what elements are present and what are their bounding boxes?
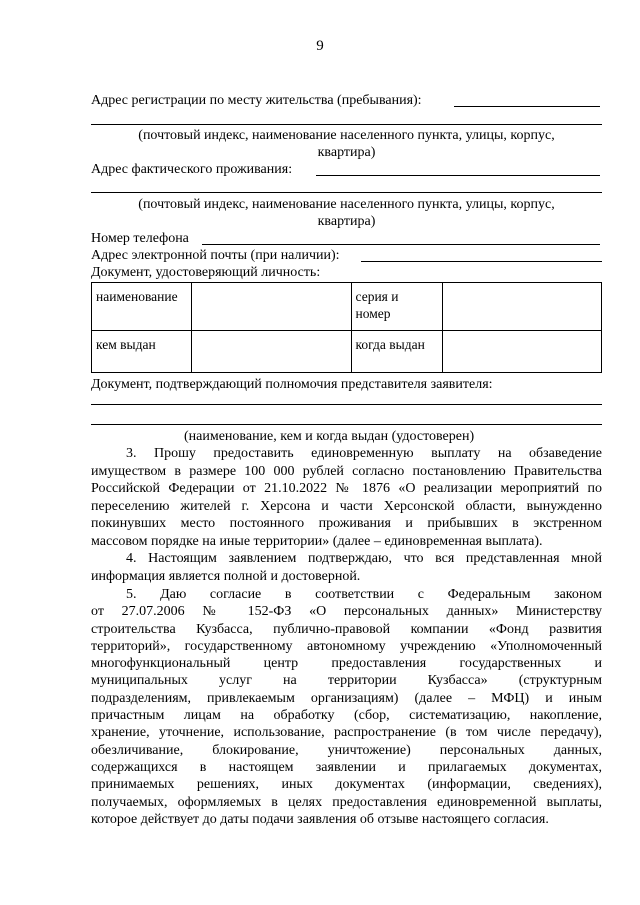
paragraph-5-line: получаемых, оформляемых в целях предоставления единовременной выплаты, — [91, 794, 602, 810]
paragraph-5-line: которое действует до даты подачи заявления об отзыве настоящего согласия. — [91, 811, 549, 827]
paragraph-5-line: принимаемых решениях, иных документах (информации, сведениях), — [91, 777, 602, 793]
paragraph-3-line: переселению жителей г. Херсона и части Херсонской области, вынужденно — [91, 498, 602, 514]
paragraph-5-line: обезличивание, блокирование, уничтожение) персональных данных, — [91, 742, 602, 758]
reg-address-field-line[interactable] — [454, 106, 600, 107]
rep-document-hint: (наименование, кем и когда выдан (удостоверен) — [184, 429, 475, 444]
id-series-label-2: номер — [355, 306, 391, 321]
id-issued-by-label-cell — [92, 331, 192, 373]
paragraph-5 — [91, 586, 602, 828]
reg-address-field-line-2[interactable] — [91, 124, 602, 125]
paragraph-3-line: массовом порядке на иные территории» (далее – единовременная выплата). — [91, 533, 543, 549]
id-name-label: наименование — [96, 289, 178, 304]
paragraph-4-line: 4. Настоящим заявлением подтверждаю, что вся представленная мной — [126, 551, 602, 566]
paragraph-5-line: подразделениям, привлекаемым организациям) (далее – МФЦ) и иным — [91, 690, 602, 706]
reg-address-label: Адрес регистрации по месту жительства (пребывания): — [91, 93, 422, 108]
rep-document-field-line[interactable] — [91, 404, 602, 405]
paragraph-3-line: покинувших место постоянного проживания и прибывших в экстренном — [91, 516, 602, 532]
id-series-value-cell[interactable] — [443, 283, 602, 331]
paragraph-5-line: территорий», государственному автономному учреждению «Уполномоченный — [91, 638, 602, 654]
id-issued-when-value-cell[interactable] — [443, 331, 602, 373]
paragraph-4-line: информация является полной и достоверной. — [91, 568, 361, 584]
paragraph-5-line: многофункциональный центр предоставления государственных и — [91, 656, 602, 672]
id-document-label: Документ, удостоверяющий личность: — [91, 265, 321, 280]
paragraph-5-line: содержащихся в настоящем заявлении и прилагаемых документах, — [91, 759, 602, 775]
id-series-label-cell — [351, 283, 443, 331]
paragraph-3-line: имуществом в размере 100 000 рублей согласно постановлению Правительства — [91, 463, 602, 479]
paragraph-3 — [91, 445, 602, 551]
actual-address-hint-2: квартира) — [317, 214, 376, 229]
id-issued-by-value-cell[interactable] — [191, 331, 351, 373]
paragraph-5-line: хранение, уточнение, использование, распространение (в том числе передачу), — [91, 725, 602, 741]
paragraph-5-line: причастным лицам на обработку (сбор, систематизацию, накопление, — [91, 708, 602, 724]
paragraph-3-line: Российской Федерации от 21.10.2022 № 1876 «О реализации мероприятий по — [91, 481, 602, 497]
actual-address-field-line-2[interactable] — [91, 192, 602, 193]
id-issued-by-label: кем выдан — [96, 337, 156, 352]
paragraph-5-line: 5. Даю согласие в соответствии с Федеральным законом — [126, 587, 602, 602]
id-name-label-cell — [92, 283, 192, 331]
paragraph-4 — [91, 550, 602, 585]
paragraph-5-line: строительства Кузбасса, публично-правовой компании «Фонд развития — [91, 621, 602, 637]
paragraph-5-line: от 27.07.2006 № 152-ФЗ «О персональных данных» Министерству — [91, 604, 602, 620]
reg-address-hint-2: квартира) — [317, 145, 376, 160]
actual-address-hint: (почтовый индекс, наименование населенного пункта, улицы, корпус, — [138, 197, 555, 212]
email-field-line[interactable] — [361, 261, 602, 262]
phone-field-line[interactable] — [202, 244, 600, 245]
id-issued-when-label-cell — [351, 331, 443, 373]
paragraph-3-line: 3. Прошу предоставить единовременную выплату на обзаведение — [126, 446, 602, 461]
id-name-value-cell[interactable] — [191, 283, 351, 331]
phone-label: Номер телефона — [91, 231, 189, 246]
email-label: Адрес электронной почты (при наличии): — [91, 248, 340, 263]
actual-address-field-line[interactable] — [316, 175, 600, 176]
page-number: 9 — [316, 38, 324, 54]
reg-address-hint: (почтовый индекс, наименование населенного пункта, улицы, корпус, — [138, 128, 555, 143]
rep-document-label: Документ, подтверждающий полномочия представителя заявителя: — [91, 377, 493, 392]
id-document-table — [91, 282, 602, 373]
paragraph-5-line: муниципальных услуг на территории Кузбасса» (структурным — [91, 673, 602, 689]
rep-document-field-line-2[interactable] — [91, 424, 602, 425]
id-issued-when-label: когда выдан — [355, 337, 425, 352]
id-series-label: серия и — [355, 289, 399, 304]
actual-address-label: Адрес фактического проживания: — [91, 162, 293, 177]
